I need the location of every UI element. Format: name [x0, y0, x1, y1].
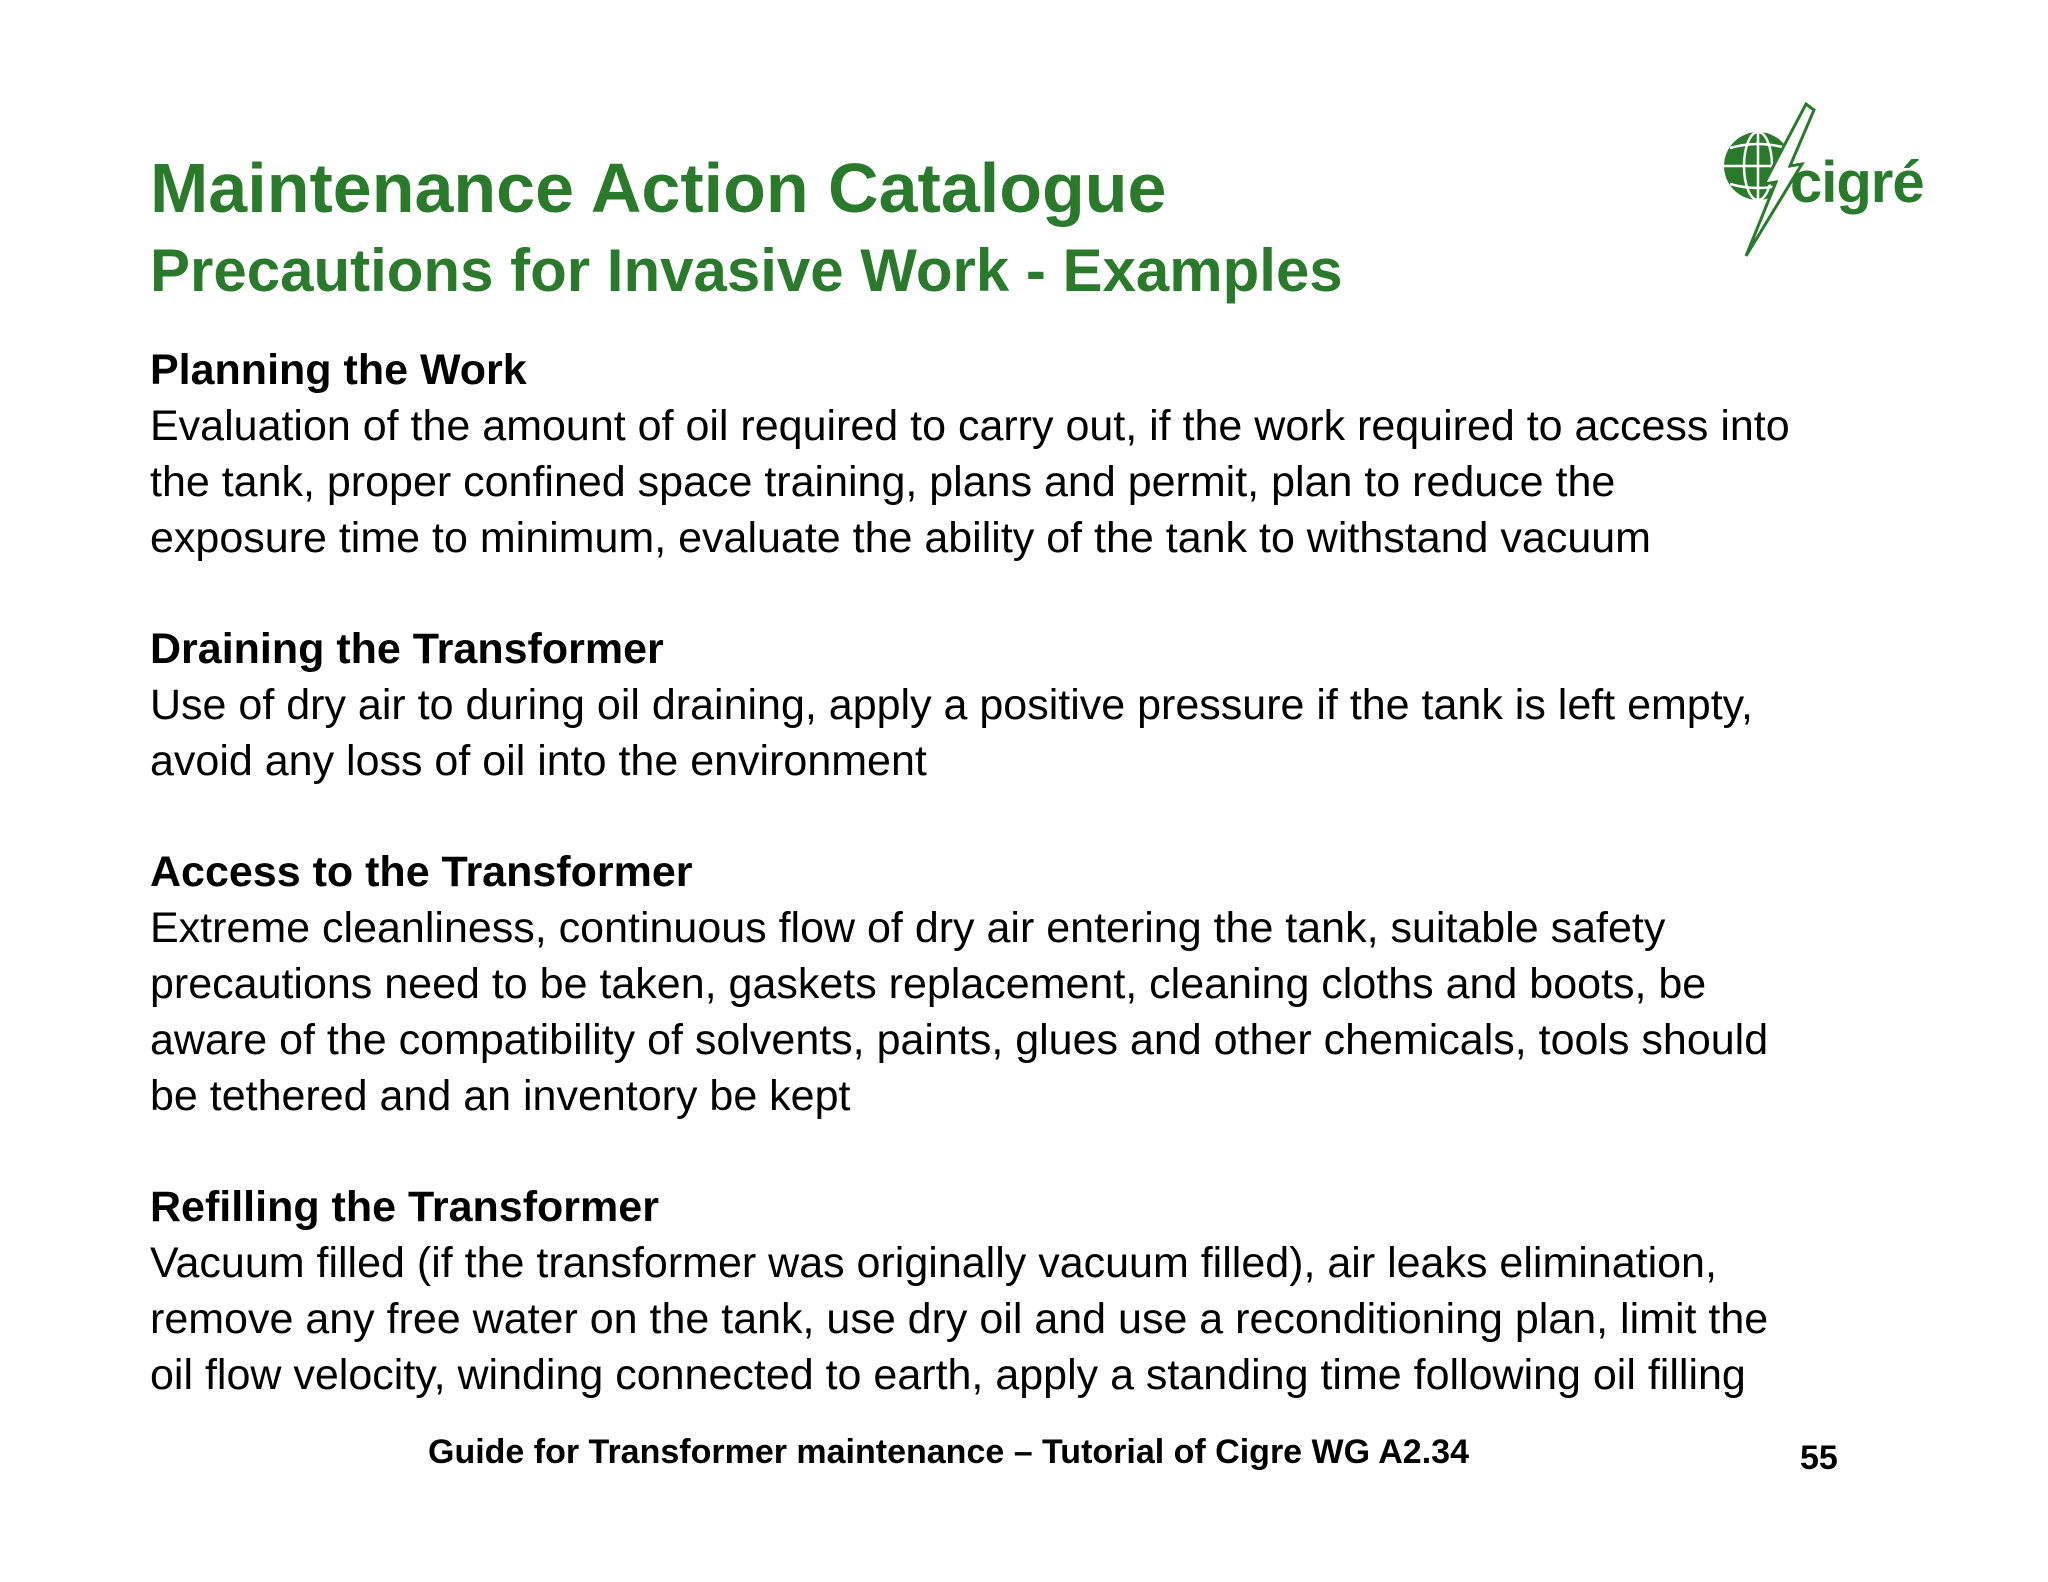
section-planning: [150, 342, 1950, 566]
section-heading: Access to the Transformer: [150, 848, 693, 896]
section-text: Use of dry air to during oil draining, apply a positive pressure if the tank is left empty, avoid any loss of oil into the environment: [150, 681, 1753, 785]
section-draining: [150, 621, 1950, 789]
section-refilling: [150, 1179, 1950, 1403]
section-access: [150, 844, 1950, 1124]
cigre-logo-text: cigré: [1790, 150, 1924, 215]
page-number: 55: [1800, 1439, 1838, 1477]
slide-footer: Guide for Transformer maintenance – Tutorial of Cigre WG A2.34: [428, 1433, 1469, 1471]
section-text: Extreme cleanliness, continuous flow of dry air entering the tank, suitable safety precautions need to be taken, gaskets replacement, cleaning cloths and boots, be aware of the compatibility of solvents, paints, glues and other chemicals, tools should be tethered and an inventory be kept: [150, 904, 1769, 1120]
slide-title: Maintenance Action Catalogue: [150, 149, 1167, 227]
section-text: Vacuum filled (if the transformer was originally vacuum filled), air leaks elimination, remove any free water on the tank, use dry oil and use a reconditioning plan, limit the oil flow velocity, winding connected to earth, apply a standing time following oil filling: [150, 1239, 1769, 1399]
section-heading: Refilling the Transformer: [150, 1183, 659, 1231]
section-heading: Planning the Work: [150, 346, 527, 394]
content-body: [150, 342, 1950, 1458]
slide-subtitle: Precautions for Invasive Work - Examples: [150, 237, 1343, 304]
section-heading: Draining the Transformer: [150, 625, 664, 673]
section-text: Evaluation of the amount of oil required to carry out, if the work required to access into the tank, proper confined space training, plans and permit, plan to reduce the exposure time to minimum, evaluate the ability of the tank to withstand vacuum: [150, 402, 1790, 562]
